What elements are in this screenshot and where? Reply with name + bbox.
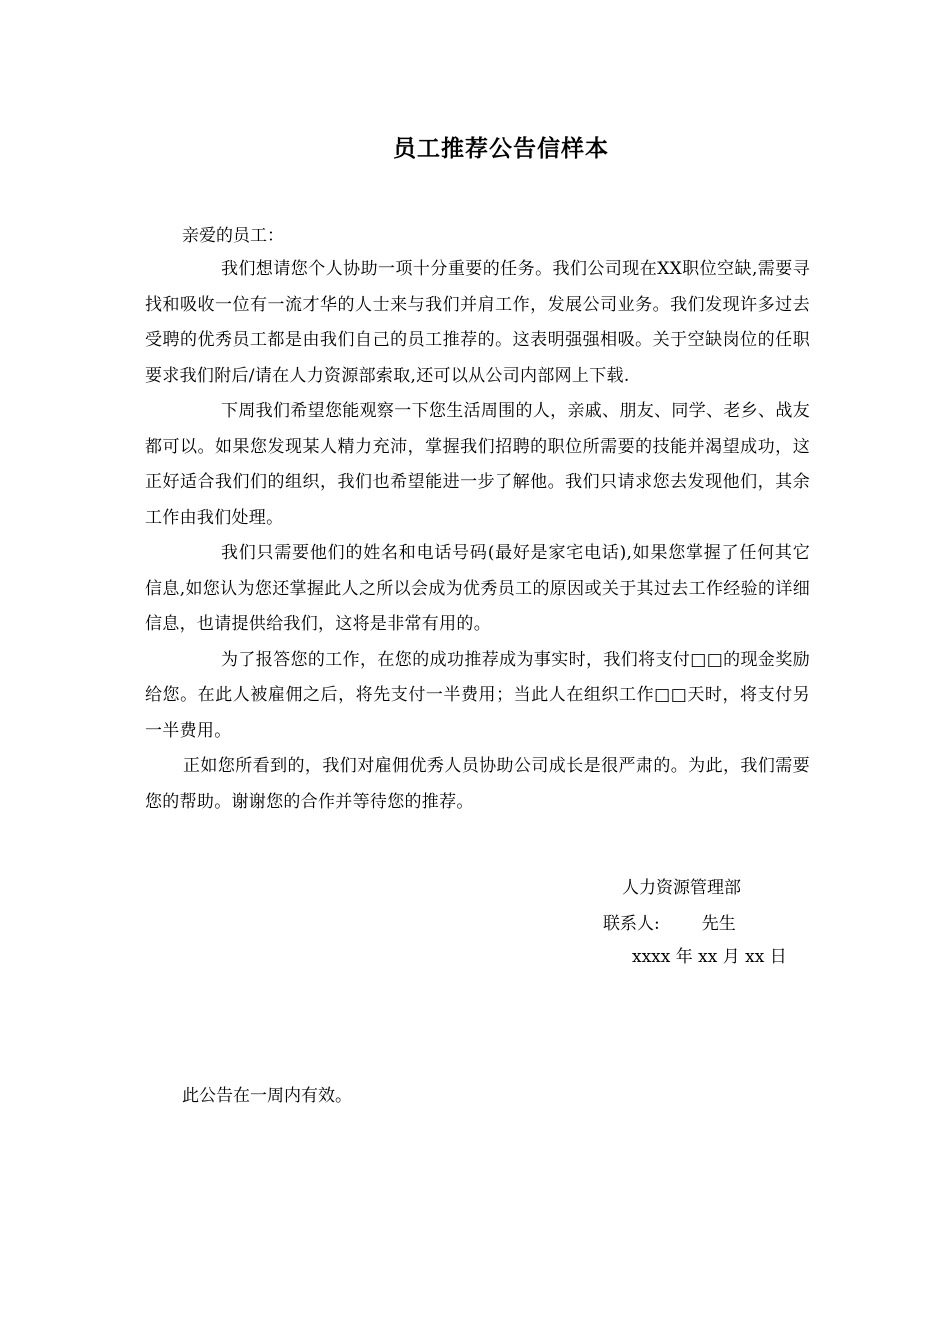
paragraph-4: 为了报答您的工作，在您的成功推荐成为事实时，我们将支付□□的现金奖励给您。在此人被雇佣之后，将先支付一半费用；当此人在组织工作□□天时，将支付另一半费用。 — [145, 649, 810, 741]
letter-body — [145, 252, 810, 820]
signature-date: xxxx 年 xx 月 xx 日 — [632, 947, 787, 967]
contact-label: 联系人: — [603, 914, 660, 934]
paragraph-5: 正如您所看到的，我们对雇佣优秀人员协助公司成长是很严肃的。为此，我们需要您的帮助。谢谢您的合作并等待您的推荐。 — [145, 756, 810, 812]
paragraph-2: 下周我们希望您能观察一下您生活周围的人，亲戚、朋友、同学、老乡、战友都可以。如果您发现某人精力充沛，掌握我们招聘的职位所需要的技能并渴望成功，这正好适合我们们的组织，我们也希望能进一步了解他。我们只请求您去发现他们，其余工作由我们处理。 — [145, 401, 810, 528]
signature-department: 人力资源管理部 — [622, 878, 741, 898]
document-title: 员工推荐公告信样本 — [393, 135, 609, 162]
contact-name: 先生 — [701, 914, 736, 934]
validity-note: 此公告在一周内有效。 — [182, 1086, 352, 1106]
signature-contact — [603, 912, 736, 936]
salutation: 亲爱的员工： — [182, 226, 284, 246]
paragraph-1: 我们想请您个人协助一项十分重要的任务。我们公司现在XX职位空缺,需要寻找和吸收一位有一流才华的人士来与我们并肩工作，发展公司业务。我们发现许多过去受聘的优秀员工都是由我们自己的员工推荐的。这表明强强相吸。关于空缺岗位的任职要求我们附后/请在人力资源部索取,还可以从公司内部网上下载. — [145, 259, 810, 386]
paragraph-3: 我们只需要他们的姓名和电话号码(最好是家宅电话),如果您掌握了任何其它信息,如您认为您还掌握此人之所以会成为优秀员工的原因或关于其过去工作经验的详细信息，也请提供给我们，这将是非常有用的。 — [145, 543, 810, 634]
